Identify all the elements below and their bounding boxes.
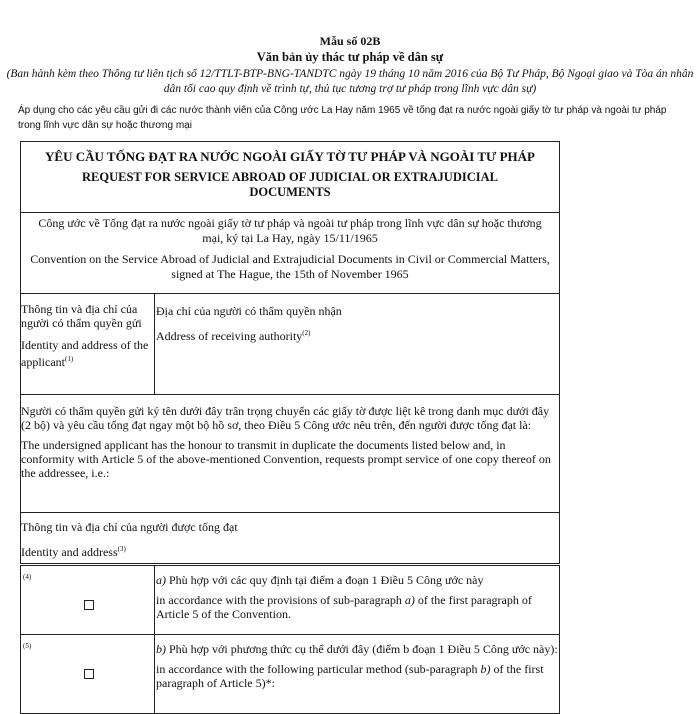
option-b-checkbox[interactable] <box>84 669 94 679</box>
option-b-text-en: in accordance with the following particular method (sub-paragraph b) of the first paragraph of Article 5)*: <box>156 662 544 690</box>
convention-vi: Công ước về Tống đạt ra nước ngoài giấy tờ tư pháp và ngoài tư pháp trong lĩnh vực dân sự hoặc thương mại, ký tại La Hay, ngày 15/11/1965 <box>38 216 542 245</box>
receiving-authority-cell[interactable] <box>155 294 559 351</box>
addressee-label-vi: Thông tin và địa chỉ của người được tống đạt <box>21 520 238 534</box>
authority-label-vi: Địa chỉ của người có thẩm quyền nhận <box>156 304 342 318</box>
addressee-label-en: Identity and address$^{(3)}$ <box>21 545 126 559</box>
option-a-text-en: in accordance with the provisions of sub-paragraph a) of the first paragraph of Article 5 of the Convention. <box>156 593 532 621</box>
form-title-en: REQUEST FOR SERVICE ABROAD OF JUDICIAL OR EXTRAJUDICIAL DOCUMENTS <box>82 170 498 199</box>
authority-label-en: Address of receiving authority$^{(2)}$ <box>156 329 311 343</box>
option-b-note: (5) <box>23 642 32 650</box>
option-b-row <box>20 634 560 714</box>
applicant-label-en: Identity and address of the applicant$^{(1)}$ <box>21 338 149 369</box>
scope-note: Áp dụng cho các yêu cầu gửi đi các nước thành viên của Công ước La Hay năm 1965 về tống đạt ra nước ngoài giấy tờ tư pháp và ngoài tư pháp trong lĩnh vực dân sự hoặc thương mại <box>18 105 667 131</box>
transmit-statement-box <box>20 394 560 513</box>
form-title-box <box>20 141 560 213</box>
option-a-note: (4) <box>23 573 32 581</box>
convention-en: Convention on the Service Abroad of Judicial and Extrajudicial Documents in Civil or Commercial Matters, signed at The Hague, the 15th of November 1965 <box>30 252 550 281</box>
applicant-label-vi: Thông tin và địa chỉ của người có thẩm quyền gửi <box>21 302 142 330</box>
transmit-en: The undersigned applicant has the honour to transmit in duplicate the documents listed below and, in conformity with Article 5 of the above-mentioned Convention, requests prompt service of one copy thereof on the addressee, i.e.: <box>21 438 551 480</box>
transmit-vi: Người có thẩm quyền gửi ký tên dưới đây trân trọng chuyển các giấy tờ được liệt kê trong danh mục dưới đây (2 bộ) và yêu cầu tống đạt ngay một bộ hồ sơ, theo Điều 5 Công ước nêu trên, đến người được tống đạt là: <box>21 404 550 432</box>
form-title-vi: YÊU CẦU TỐNG ĐẠT RA NƯỚC NGOÀI GIẤY TỜ TƯ PHÁP VÀ NGOÀI TƯ PHÁP <box>45 149 535 164</box>
option-b-text-vi: b) Phù hợp với phương thức cụ thể dưới đây (điểm b đoạn 1 Điều 5 Công ước này): <box>156 642 558 656</box>
option-a-checkbox[interactable] <box>84 600 94 610</box>
document-title: Văn bản ủy thác tư pháp về dân sự <box>256 50 444 64</box>
applicant-authority-row <box>20 293 560 395</box>
addressee-box[interactable] <box>20 512 560 564</box>
form-number: Mẫu số 02B <box>319 34 381 48</box>
convention-box <box>20 212 560 294</box>
applicant-cell[interactable] <box>21 294 155 394</box>
option-a-text-vi: a) Phù hợp với các quy định tại điểm a đoạn 1 Điều 5 Công ước này <box>156 573 484 587</box>
document-subtitle: (Ban hành kèm theo Thông tư liên tịch số 12/TTLT-BTP-BNG-TANDTC ngày 19 tháng 10 năm 2016 của Bộ Tư Pháp, Bộ Ngoại giao và Tòa án nhân dân tối cao quy định về trình tự, thủ tục tương trợ tư pháp trong lĩnh vực dân sự) <box>6 68 694 95</box>
option-a-row <box>20 565 560 635</box>
